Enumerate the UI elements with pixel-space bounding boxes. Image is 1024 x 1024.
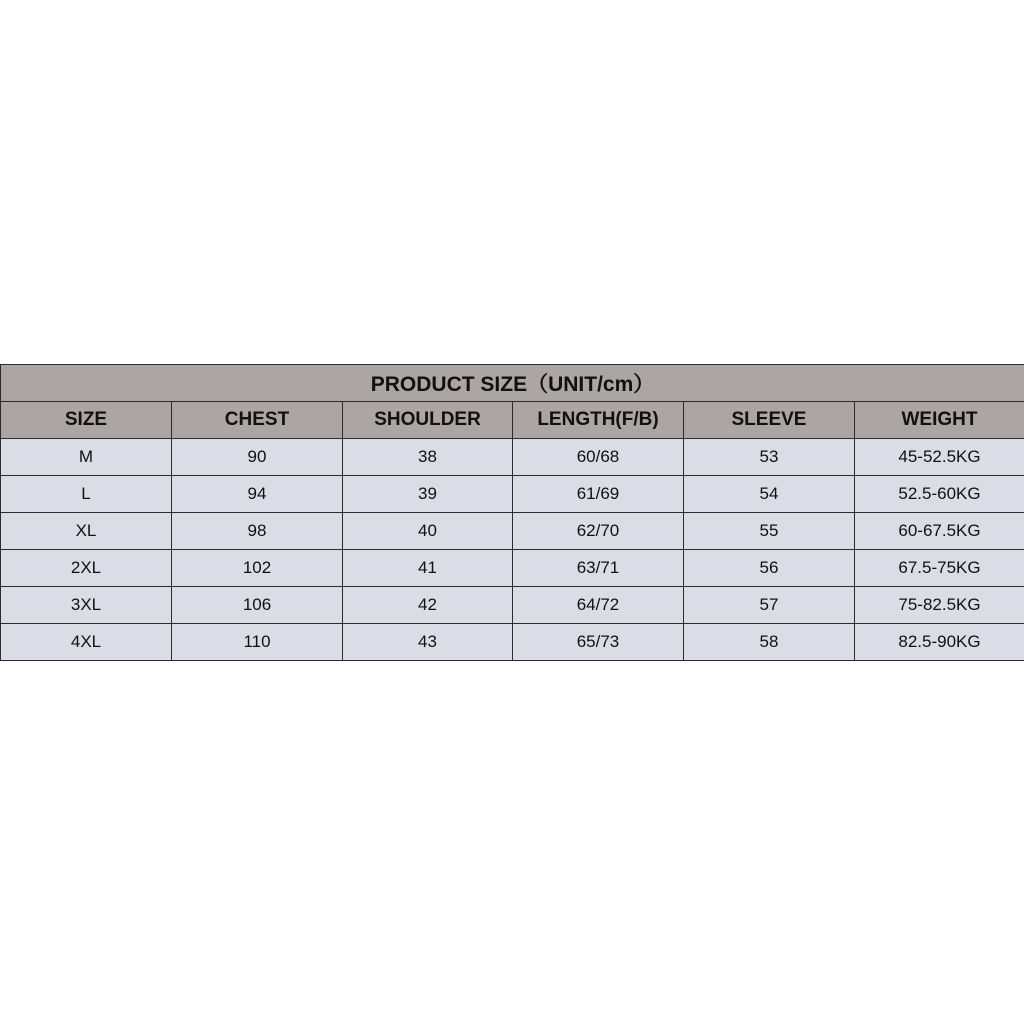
cell-length: 65/73 [513,624,684,661]
cell-weight: 75-82.5KG [855,587,1024,624]
cell-sleeve: 55 [684,513,855,550]
table-row [1,587,1024,624]
cell-weight: 82.5-90KG [855,624,1024,661]
cell-length: 63/71 [513,550,684,587]
header-chest: CHEST [172,402,343,439]
cell-chest: 90 [172,439,343,476]
cell-chest: 102 [172,550,343,587]
cell-chest: 98 [172,513,343,550]
header-size: SIZE [1,402,172,439]
cell-shoulder: 39 [343,476,513,513]
cell-sleeve: 54 [684,476,855,513]
table-row [1,550,1024,587]
cell-shoulder: 43 [343,624,513,661]
cell-length: 64/72 [513,587,684,624]
title-row [1,365,1024,402]
cell-size: M [1,439,172,476]
size-chart-table [0,364,1024,661]
cell-size: 3XL [1,587,172,624]
table-title: PRODUCT SIZE（UNIT/cm） [1,365,1024,402]
cell-weight: 60-67.5KG [855,513,1024,550]
cell-length: 60/68 [513,439,684,476]
cell-shoulder: 40 [343,513,513,550]
cell-size: 4XL [1,624,172,661]
header-sleeve: SLEEVE [684,402,855,439]
cell-chest: 106 [172,587,343,624]
cell-chest: 94 [172,476,343,513]
cell-length: 61/69 [513,476,684,513]
cell-size: 2XL [1,550,172,587]
cell-size: L [1,476,172,513]
cell-shoulder: 41 [343,550,513,587]
table-row [1,624,1024,661]
cell-sleeve: 58 [684,624,855,661]
cell-size: XL [1,513,172,550]
table-row [1,476,1024,513]
cell-sleeve: 56 [684,550,855,587]
cell-sleeve: 57 [684,587,855,624]
cell-sleeve: 53 [684,439,855,476]
table-row [1,513,1024,550]
cell-chest: 110 [172,624,343,661]
cell-length: 62/70 [513,513,684,550]
cell-shoulder: 42 [343,587,513,624]
header-length: LENGTH(F/B) [513,402,684,439]
header-weight: WEIGHT [855,402,1024,439]
table-row [1,439,1024,476]
cell-shoulder: 38 [343,439,513,476]
cell-weight: 52.5-60KG [855,476,1024,513]
cell-weight: 45-52.5KG [855,439,1024,476]
cell-weight: 67.5-75KG [855,550,1024,587]
header-shoulder: SHOULDER [343,402,513,439]
header-row [1,402,1024,439]
